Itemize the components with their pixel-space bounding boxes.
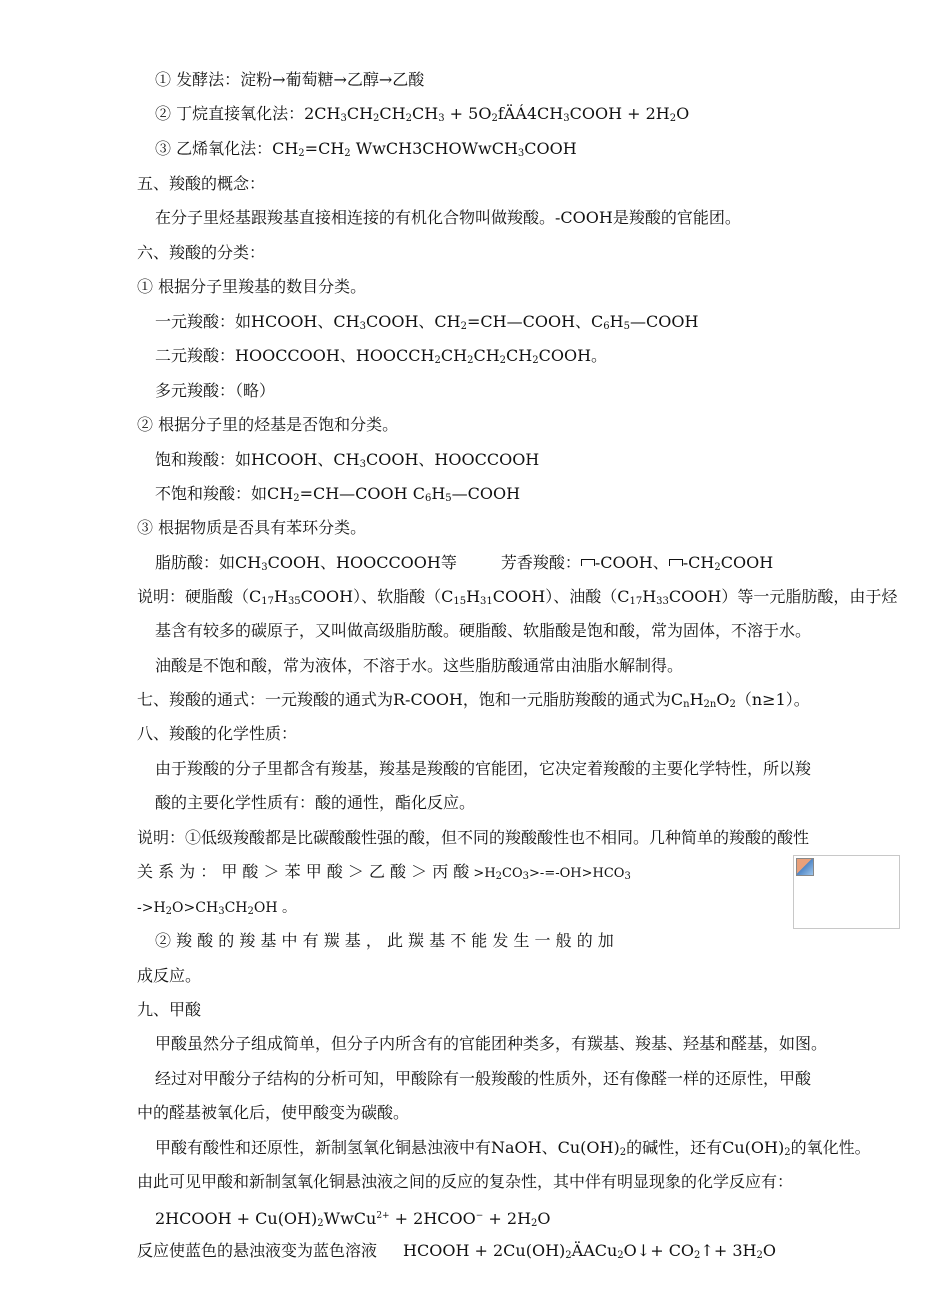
section-heading: 九、甲酸: [137, 1000, 202, 1019]
note: 关 系 为 ： 甲 酸 ＞ 苯 甲 酸 ＞ 乙 酸 ＞ 丙 酸 $>H_2CO_3>-=-OH>HCO_3$: [137, 862, 631, 882]
paragraph: 甲酸有酸性和还原性，新制氢氧化铜悬浊液中有NaOH、$Cu(OH)_2$的碱性，还有$Cu(OH)_2$的氧化性。: [155, 1138, 871, 1158]
note: 油酸是不饱和酸，常为液体，不溶于水。这些脂肪酸通常由油脂水解制得。: [155, 656, 684, 675]
text-line: 不饱和羧酸：如$CH_2=CH—COOH$ $C_6H_5—COOH$: [155, 484, 521, 504]
text-line: 二元羧酸：HOOCCOOH、$HOOCCH_2CH_2CH_2CH_2COOH$。: [155, 346, 608, 366]
note: ② 羧 酸 的 羧 基 中 有 羰 基 ， 此 羰 基 不 能 发 生 一 般 的 加: [155, 931, 614, 950]
paragraph: 在分子里烃基跟羧基直接相连接的有机化合物叫做羧酸。-COOH是羧酸的官能团。: [155, 208, 741, 227]
text-line: ② 丁烷直接氧化法：$2CH_3CH_2CH_2CH_3$ + $5O_2fÄÁ4CH_3COOH + 2H_2O$: [155, 104, 690, 124]
benzene-ring-icon: [581, 559, 595, 566]
text-line: 多元羧酸：（略）: [155, 381, 276, 400]
text-line: 一元羧酸：如HCOOH、$CH_3COOH$、$CH_2=CH—COOH$、$C_6H_5—COOH$: [155, 312, 699, 332]
text-line: 饱和羧酸：如HCOOH、$CH_3COOH$、HOOCCOOH: [155, 450, 540, 470]
structure-image-placeholder: [793, 855, 900, 929]
note: 说明：硬脂酸$(C_{17}H_{35}COOH)$、软脂酸$(C_{15}H_{31}COOH)$、油酸$(C_{17}H_{33}COOH)$等一元脂肪酸，由于烃: [137, 587, 898, 607]
note: $->H_2O>CH_3CH_2OH$ 。: [137, 900, 296, 917]
paragraph: 由于羧酸的分子里都含有羧基，羧基是羧酸的官能团，它决定着羧酸的主要化学特性，所以羧: [155, 759, 812, 778]
note: 基含有较多的碳原子，又叫做高级脂肪酸。硬脂酸、软脂酸是饱和酸，常为固体，不溶于水。: [155, 621, 812, 640]
equation: 反应使蓝色的悬浊液变为蓝色溶液 HCOOH + $2Cu(OH)_2ÄACu_2O↓+$ $CO_2↑+ 3H_2O$: [137, 1241, 776, 1261]
text-line: ② 根据分子里的烃基是否饱和分类。: [137, 415, 399, 434]
benzene-ring-icon: [669, 559, 683, 566]
section-heading: 五、羧酸的概念：: [137, 174, 266, 193]
text-line: ① 发酵法：淀粉→葡萄糖→乙醇→乙酸: [155, 70, 425, 89]
text-line: 脂肪酸：如$CH_3COOH$、HOOCCOOH等 芳香羧酸： -COOH、 $-CH_2COOH$: [155, 553, 774, 573]
broken-image-icon: [796, 858, 814, 876]
text-line: ① 根据分子里羧基的数目分类。: [137, 277, 367, 296]
paragraph: 由此可见甲酸和新制氢氧化铜悬浊液之间的反应的复杂性，其中伴有明显现象的化学反应有：: [137, 1172, 794, 1191]
text-line: ③ 乙烯氧化法：$CH_2=CH_2$ WwCH3CHOWwCH$_3$COOH: [155, 139, 577, 159]
paragraph: 酸的主要化学性质有：酸的通性，酯化反应。: [155, 793, 476, 812]
text-line: ③ 根据物质是否具有苯环分类。: [137, 518, 367, 537]
paragraph: 经过对甲酸分子结构的分析可知，甲酸除有一般羧酸的性质外，还有像醛一样的还原性，甲酸: [155, 1069, 812, 1088]
note: 说明：①低级羧酸都是比碳酸酸性强的酸，但不同的羧酸酸性也不相同。几种简单的羧酸的酸性: [137, 828, 810, 847]
note: 成反应。: [137, 966, 202, 985]
paragraph: 中的醛基被氧化后，使甲酸变为碳酸。: [137, 1103, 410, 1122]
section-heading: 六、羧酸的分类：: [137, 243, 266, 262]
section-heading: 八、羧酸的化学性质：: [137, 724, 298, 743]
equation: 2HCOOH + $Cu(OH)_2WwCu^{2+}$ + 2HCOO− + $2H_2O$: [155, 1209, 551, 1229]
section-heading: 七、羧酸的通式：一元羧酸的通式为R-COOH，饱和一元脂肪羧酸的通式为$C_nH_{2n}O_2(n\ge 1)$。: [137, 690, 810, 710]
paragraph: 甲酸虽然分子组成简单，但分子内所含有的官能团种类多，有羰基、羧基、羟基和醛基，如图。: [155, 1034, 828, 1053]
